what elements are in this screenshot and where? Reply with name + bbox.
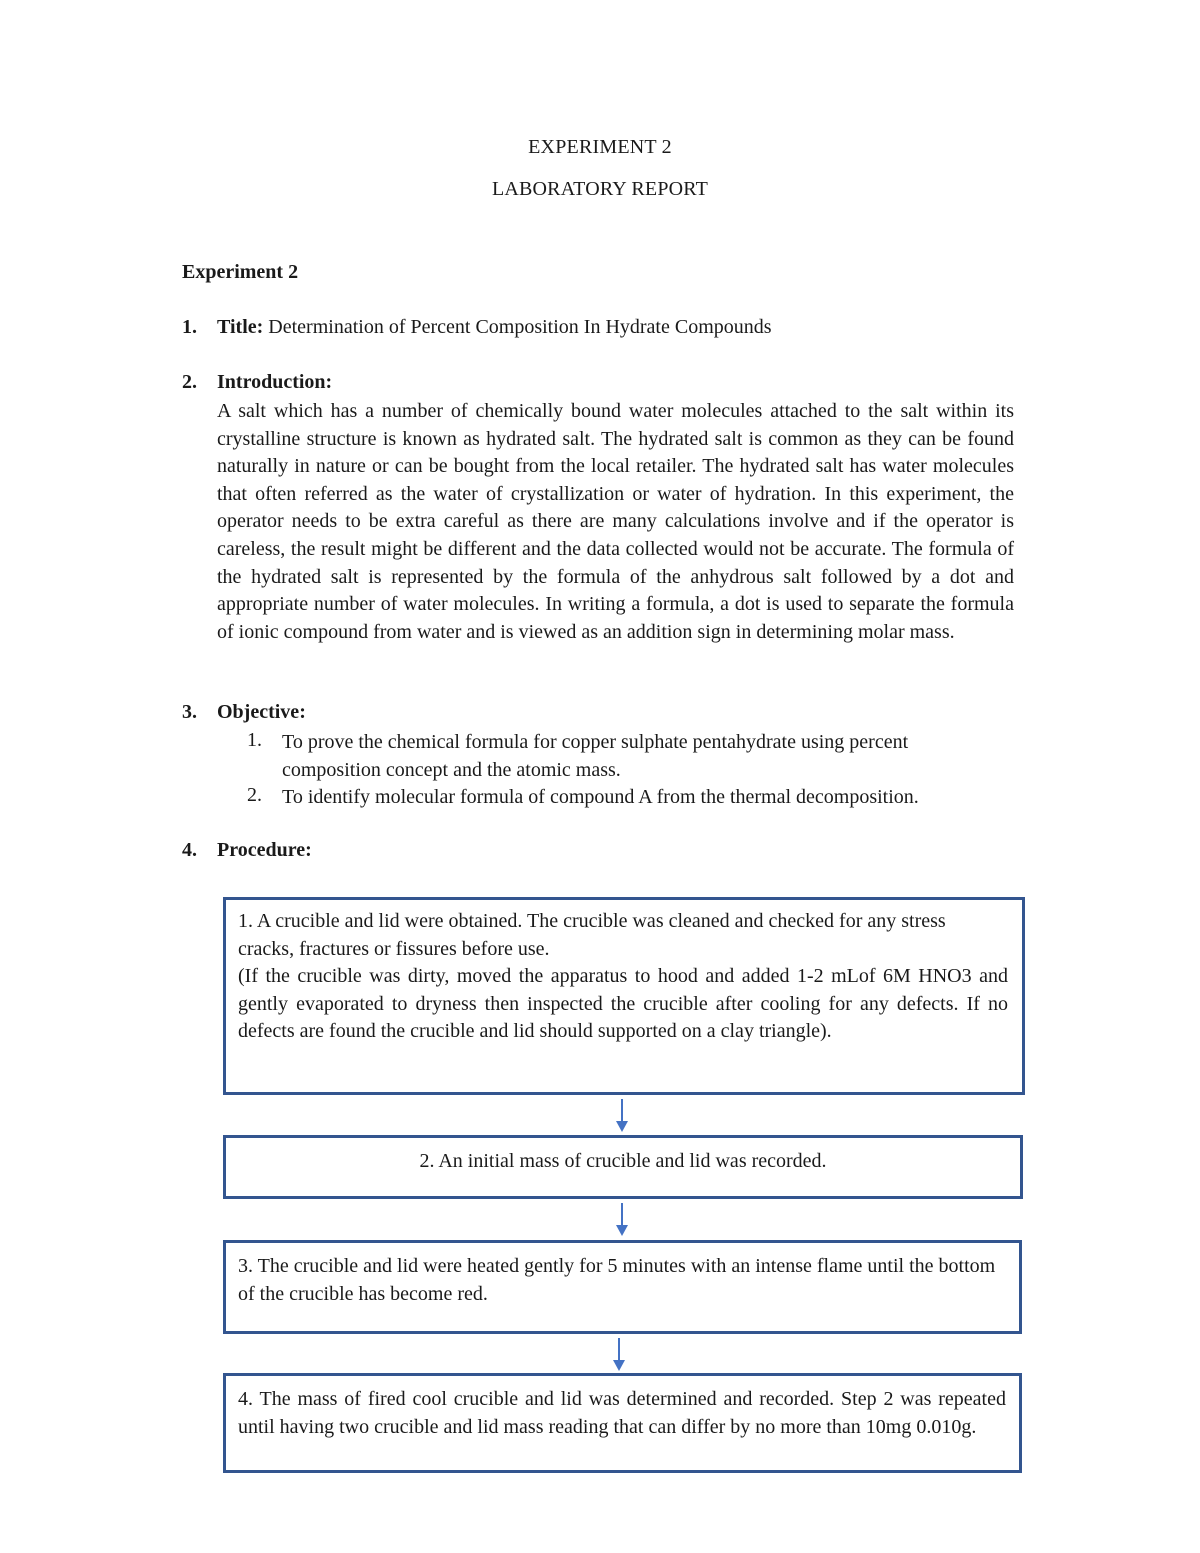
section-introduction-label: Introduction: — [217, 371, 333, 393]
procedure-step-2-text: 2. An initial mass of crucible and lid was recorded. — [419, 1150, 827, 1172]
section-objective-heading — [217, 701, 306, 724]
procedure-step-box-4 — [223, 1373, 1022, 1473]
procedure-step-3-text: 3. The crucible and lid were heated gently for 5 minutes with an intense flame until the bottom of the crucible has become red. — [238, 1255, 996, 1305]
document-title: EXPERIMENT 2 — [528, 136, 672, 158]
flow-arrow-down-icon — [612, 1338, 626, 1372]
section-number-title: 1. — [182, 316, 197, 338]
section-number-introduction: 2. — [182, 371, 197, 393]
section-objective-label: Objective: — [217, 701, 306, 723]
document-subtitle: LABORATORY REPORT — [491, 178, 709, 200]
objective-item-number: 2. — [247, 784, 262, 806]
flow-arrow-down-icon — [615, 1099, 629, 1133]
section-title-label: Title: — [217, 316, 264, 338]
procedure-step-box-3 — [223, 1240, 1022, 1334]
procedure-step-1-note: (If the crucible was dirty, moved the apparatus to hood and added 1-2 mLof 6M HNO3 and gently evaporated to dryness then inspected the crucible after cooling for any defects. If no defects are found the crucible and lid should supported on a clay triangle). — [238, 965, 1008, 1043]
section-introduction-heading — [217, 371, 332, 394]
section-number-procedure: 4. — [182, 839, 197, 861]
objective-item-number: 1. — [247, 729, 262, 751]
flow-arrow-down-icon — [615, 1203, 629, 1237]
procedure-step-4-text: 4. The mass of fired cool crucible and lid was determined and recorded. Step 2 was repeated until having two crucible and lid mass reading that can differ by no more than 10mg 0.010g. — [238, 1388, 1006, 1438]
introduction-paragraph: A salt which has a number of chemically bound water molecules attached to the salt within its crystalline structure is known as hydrated salt. The hydrated salt is common as they can be found naturally in nature or can be bought from the local retailer. The hydrated salt has water molecules that often referred as the water of crystallization or water of hydration. In this experiment, the operator needs to be extra careful as there are many calculations involve and if the operator is careless, the result might be different and the data collected would not be accurate. The formula of the hydrated salt is represented by the formula of the anhydrous salt followed by a dot and appropriate number of water molecules. In writing a formula, a dot is used to separate the formula of ionic compound from water and is viewed as an addition sign in determining molar mass. — [217, 400, 1014, 643]
section-number-objective: 3. — [182, 701, 197, 723]
section-title-line — [217, 316, 772, 339]
section-procedure-label: Procedure: — [217, 839, 312, 861]
section-procedure-heading — [217, 839, 312, 862]
objective-item-text: To prove the chemical formula for copper sulphate pentahydrate using percent composition concept and the atomic mass. — [282, 731, 909, 781]
section-title-text: Determination of Percent Composition In Hydrate Compounds — [268, 316, 772, 338]
procedure-step-box-1 — [223, 897, 1025, 1095]
procedure-step-box-2 — [223, 1135, 1023, 1199]
objective-item-text: To identify molecular formula of compound A from the thermal decomposition. — [282, 786, 919, 808]
procedure-step-1-text: 1. A crucible and lid were obtained. The crucible was cleaned and checked for any stress cracks, fractures or fissures before use. — [238, 910, 946, 960]
experiment-label: Experiment 2 — [182, 261, 299, 283]
